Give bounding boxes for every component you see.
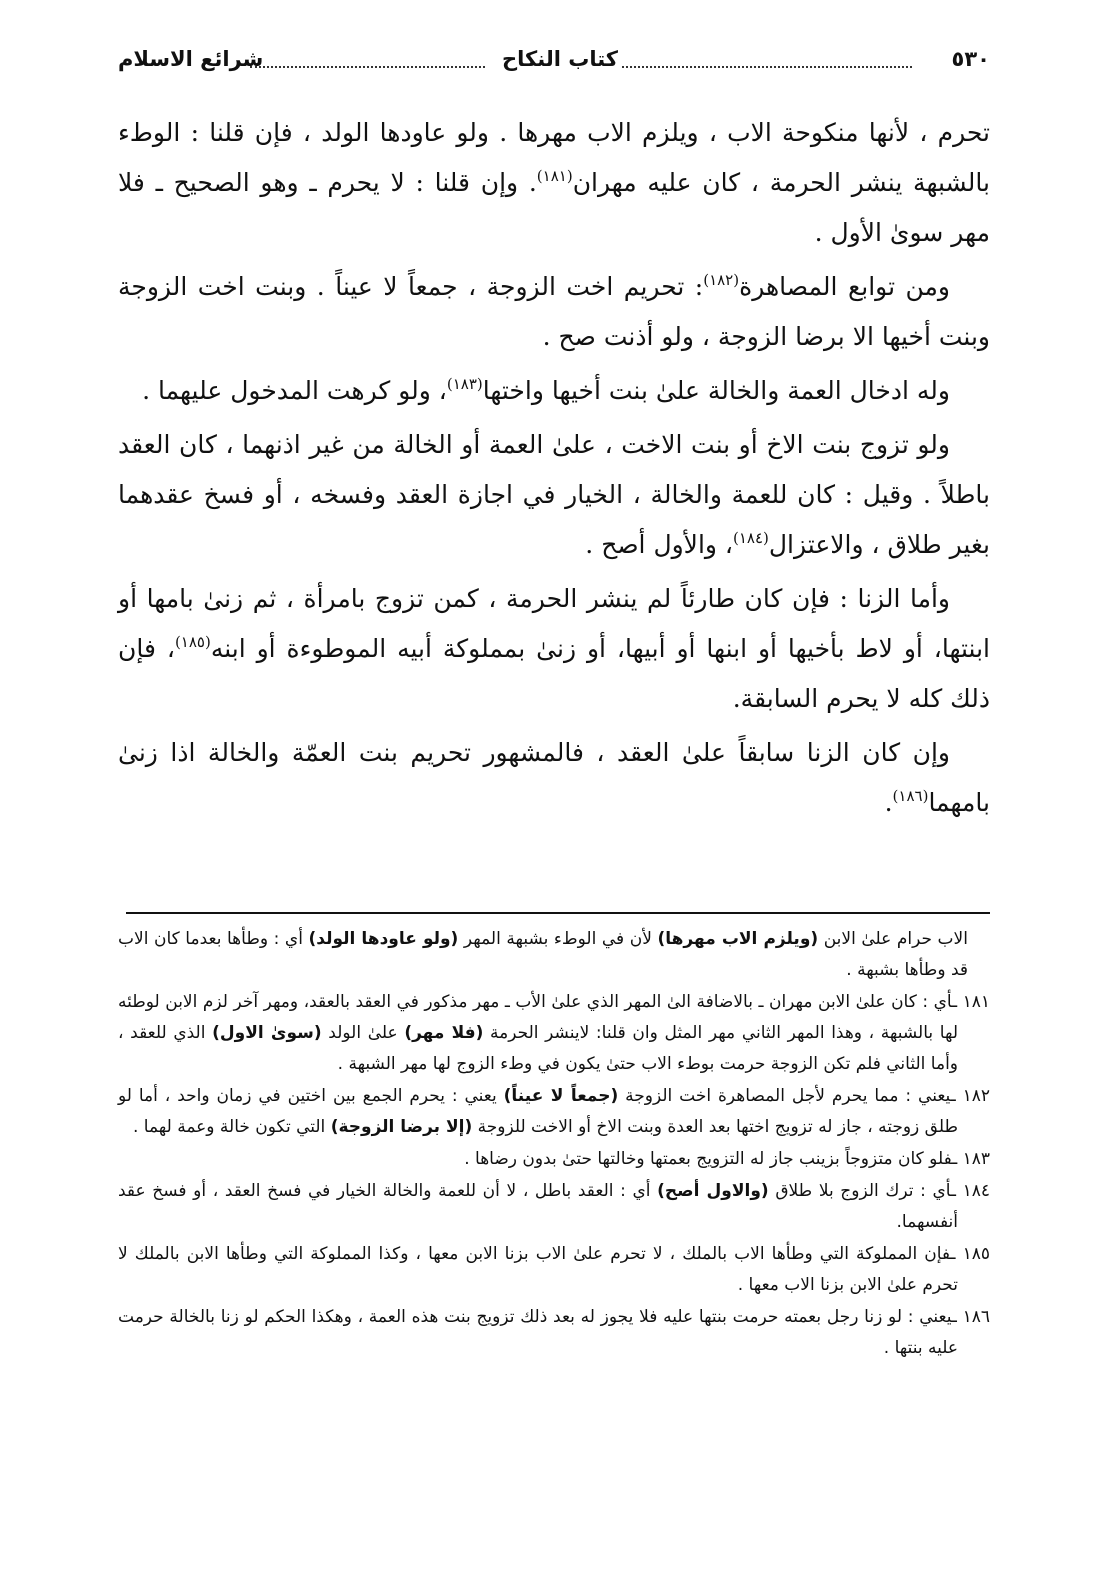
footnote-ref[interactable]: (١٨٥) — [174, 633, 211, 651]
footnote-183: ١٨٣ ـفلو كان متزوجاً بزينب جاز له التزويج بعمتها وخالتها حتىٰ بدون رضاها . — [464, 1149, 990, 1169]
footnote-number: ١٨١ ـ — [952, 992, 990, 1012]
footnote-ref[interactable]: (١٨٢) — [703, 271, 740, 289]
footnote-185: ١٨٥ ـفإن المملوكة التي وطأها الاب بالملك ، لا تحرم علىٰ الاب بزنا الابن معها ، وكذا المملوكة التي وطأها الابن بالملك لا تحرم علىٰ الابن بزنا الاب معها . — [118, 1244, 990, 1295]
footnote-181: ١٨١ ـأي : كان علىٰ الابن مهران ـ بالاضافة الىٰ المهر الذي علىٰ الأب ـ مهر مذكور في العقد بالعقد، ومهر آخر لزم الابن لوطئه لها بالشبهة ، وهذا المهر الثاني مهر المثل وان قلنا: لاينشر الحرمة (فلا مهر) علىٰ الولد (سوىٰ الاول) الذي للعقد ، وأما الثاني فلم تكن الزوجة حرمت بوطء الاب حتىٰ يكون في وطء الزوج لها مهر الشبهة . — [118, 992, 990, 1074]
footnotes — [118, 924, 990, 1365]
paragraph: ومن توابع المصاهرة$^{(١٨٢)}$: تحريم اخت الزوجة ، جمعاً لا عيناً . وبنت اخت الزوجة وبنت أخيها الا برضا الزوجة ، ولو أذنت صح . — [118, 271, 990, 351]
footnote-separator — [126, 912, 990, 914]
paragraph: وله ادخال العمة والخالة علىٰ بنت أخيها واختها$^{(١٨٣)}$، ولو كرهت المدخول عليهما . — [142, 375, 950, 405]
chapter-title: كتاب النكاح — [502, 47, 618, 71]
footnote-number: ١٨٣ ـ — [952, 1149, 990, 1169]
header-leader-dots — [250, 66, 485, 68]
footnote-184: ١٨٤ ـأي : ترك الزوج بلا طلاق (والاول أصح) أي : العقد باطل ، لا أن للعمة والخالة الخيار في فسخ العقد ، أو فسخ عقد أنفسهما. — [118, 1181, 990, 1232]
paragraph: ولو تزوج بنت الاخ أو بنت الاخت ، علىٰ العمة أو الخالة من غير اذنهما ، كان العقد باطلاً . وقيل : كان للعمة والخالة ، الخيار في اجازة العقد وفسخه ، أو فسخ عقدهما بغير طلاق ، والاعتزال$^{(١٨٤)}$، والأول أصح . — [118, 430, 990, 559]
footnote-ref[interactable]: (١٨٣) — [446, 375, 483, 393]
header-leader-dots — [622, 66, 912, 68]
paragraph: وأما الزنا : فإن كان طارئاً لم ينشر الحرمة ، كمن تزوج بامرأة ، ثم زنىٰ بامها أو ابنتها، أو لاط بأخيها أو ابنها أو أبيها، أو زنىٰ بمملوكة أبيه الموطوءة أو ابنه$^{(١٨٥)}$، فإن ذلك كله لا يحرم السابقة. — [118, 584, 990, 713]
footnote-ref[interactable]: (١٨١) — [536, 167, 573, 185]
footnote-number: ١٨٤ ـ — [950, 1181, 990, 1201]
footnote-182: ١٨٢ ـيعني : مما يحرم لأجل المصاهرة اخت الزوجة (جمعاً لا عيناً) يعني : يحرم الجمع بين اختين في زمان واحد ، أما لو طلق زوجته ، جاز له تزويج اختها بعد العدة وبنت الاخ أو الاخت للزوجة (إلا برضا الزوجة) التي تكون خالة وعمة لهما . — [118, 1086, 990, 1137]
book-title: شرائع الاسلام — [118, 47, 264, 71]
footnote-ref[interactable]: (١٨٤) — [732, 529, 769, 547]
page-number: ٥٣٠ — [951, 47, 990, 71]
footnote-continued: الاب حرام علىٰ الابن (ويلزم الاب مهرها) لأن في الوطء بشبهة المهر (ولو عاودها الولد) أي : وطأها بعدما كان الاب قد وطأها بشبهة . — [118, 929, 968, 980]
footnote-number: ١٨٦ ـ — [951, 1307, 990, 1327]
footnote-number: ١٨٢ ـ — [950, 1086, 990, 1106]
paragraph: وإن كان الزنا سابقاً علىٰ العقد ، فالمشهور تحريم بنت العمّة والخالة اذا زنىٰ بامهما$^{(١٨٦)}$. — [118, 738, 990, 817]
footnote-ref[interactable]: (١٨٦) — [892, 787, 929, 805]
footnote-186: ١٨٦ ـيعني : لو زنا رجل بعمته حرمت بنتها عليه فلا يجوز له بعد ذلك تزويج بنت هذه العمة ، وهكذا الحكم لو زنا بالخالة حرمت عليه بنتها . — [118, 1307, 990, 1358]
running-header — [118, 44, 990, 76]
footnote-number: ١٨٥ ـ — [950, 1244, 990, 1264]
main-text — [118, 108, 990, 832]
paragraph: تحرم ، لأنها منكوحة الاب ، ويلزم الاب مهرها . ولو عاودها الولد ، فإن قلنا : الوطء بالشبهة ينشر الحرمة ، كان عليه مهران$^{(١٨١)}$. وإن قلنا : لا يحرم ـ وهو الصحيح ـ فلا مهر سوىٰ الأول . — [118, 118, 991, 247]
